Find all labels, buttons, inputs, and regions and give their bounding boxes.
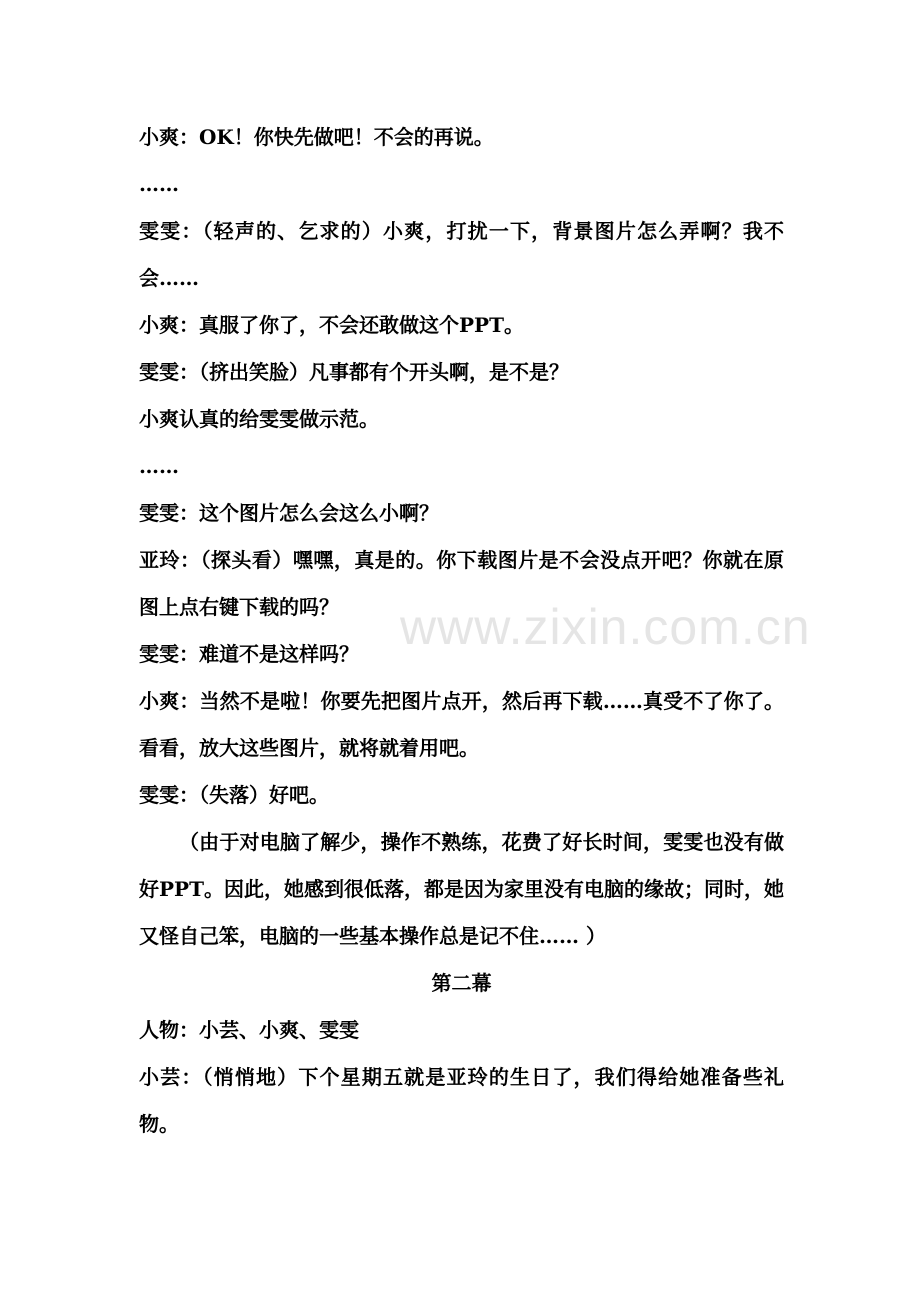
ellipsis-line: …… bbox=[139, 172, 179, 196]
dialogue-line: 雯雯：（失落）好吧。 bbox=[139, 783, 329, 807]
stage-direction-paragraph: （由于对电脑了解少，操作不熟练，花费了好长时间，雯雯也没有做好PPT。因此，她感到很低落，都是因为家里没有电脑的缘故；同时，她又怪自己笨，电脑的一些基本操作总是记不住…… ） bbox=[139, 830, 784, 948]
dialogue-line: 雯雯：难道不是这样吗？ bbox=[139, 642, 359, 666]
dialogue-line: 雯雯：（轻声的、乞求的）小爽，打扰一下，背景图片怎么弄啊？我不会…… bbox=[139, 219, 784, 290]
dialogue-line: 雯雯：这个图片怎么会这么小啊？ bbox=[139, 501, 439, 525]
act-heading: 第二幕 bbox=[431, 971, 492, 995]
dialogue-line: 小爽：真服了你了，不会还敢做这个PPT。 bbox=[139, 313, 524, 337]
dialogue-line: 小芸：（悄悄地）下个星期五就是亚玲的生日了，我们得给她准备些礼物。 bbox=[139, 1065, 784, 1136]
dialogue-line: 小爽：当然不是啦！你要先把图片点开，然后再下载……真受不了你了。看看，放大这些图片，就将就着用吧。 bbox=[139, 689, 784, 760]
dialogue-line: 亚玲：（探头看）嘿嘿，真是的。你下载图片是不会没点开吧？你就在原图上点右键下载的吗？ bbox=[139, 548, 784, 619]
ellipsis-line: …… bbox=[139, 454, 179, 478]
watermark: www.zixin.com.cn bbox=[400, 599, 811, 655]
dialogue-line: 雯雯：（挤出笑脸）凡事都有个开头啊，是不是？ bbox=[139, 360, 569, 384]
characters-line: 人物：小芸、小爽、雯雯 bbox=[139, 1018, 359, 1042]
dialogue-line: 小爽：OK！你快先做吧！不会的再说。 bbox=[139, 125, 494, 149]
stage-direction-line: 小爽认真的给雯雯做示范。 bbox=[139, 407, 379, 431]
